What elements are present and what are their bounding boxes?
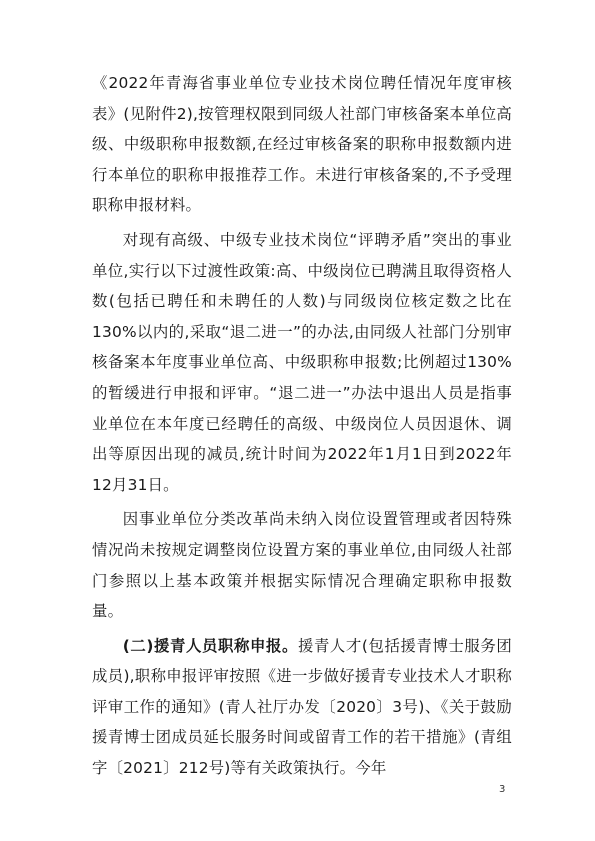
paragraph-reform-units: 因事业单位分类改革尚未纳入岗位设置管理或者因特殊情况尚未按规定调整岗位设置方案的事业单位,由同级人社部门参照以上基本政策并根据实际情况合理确定职称申报数量。 [92,510,512,621]
paragraph-aid-qinghai [92,631,512,784]
page-number: 3 [499,784,506,795]
paragraph-approval-form: 《2022年青海省事业单位专业技术岗位聘任情况年度审核表》(见附件2),按管理权限到同级人社部门审核备案本单位高级、中级职称申报数额,在经过审核备案的职称申报数额内进行本单位的职称申报推荐工作。未进行审核备案的,不予受理职称申报材料。 [92,74,512,215]
body-text [92,68,512,784]
paragraph-aid-qinghai-text: 援青人才(包括援青博士服务团成员),职称申报评审按照《进一步做好援青专业技术人才职称评审工作的通知》(青人社厅办发〔2020〕3号)、《关于鼓励援青博士团成员延长服务时间或留青工作的若干措施》(青组字〔2021〕212号)等有关政策执行。今年 [92,636,513,778]
paragraph-transition-policy: 对现有高级、中级专业技术岗位“评聘矛盾”突出的事业单位,实行以下过渡性政策:高、中级岗位已聘满且取得资格人数(包括已聘任和未聘任的人数)与同级岗位核定数之比在130%以内的,采取“退二进一”的办法,由同级人社部门分别审核备案本年度事业单位高、中级职称申报数;比例超过130%的暂缓进行申报和评审。“退二进一”办法中退出人员是指事业单位在本年度已经聘任的高级、中级岗位人员因退休、调出等原因出现的减员,统计时间为2022年1月1日到2022年12月31日。 [92,230,512,494]
section-heading: (二)援青人员职称申报。 [122,636,298,655]
